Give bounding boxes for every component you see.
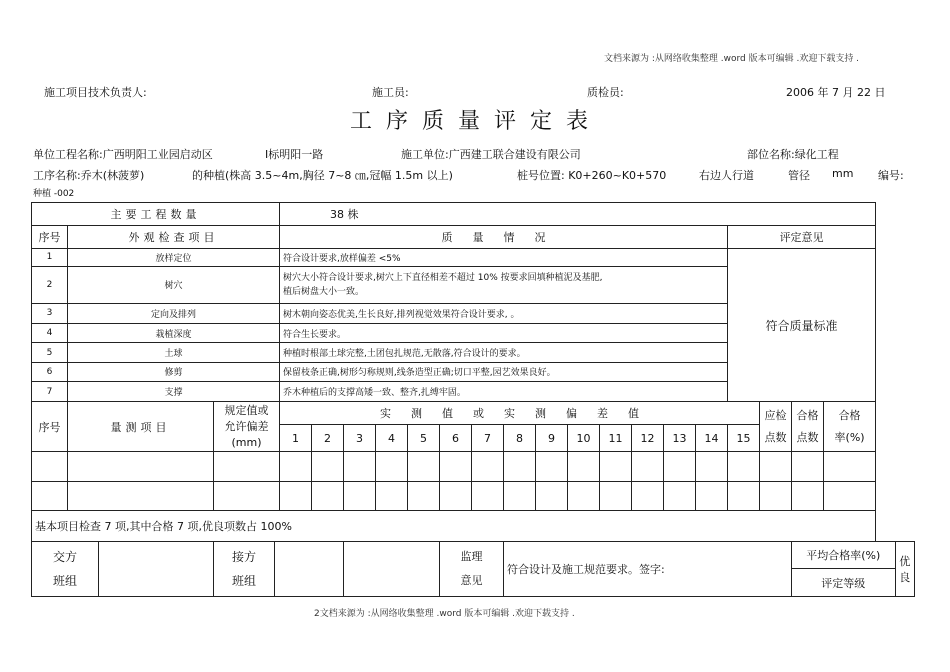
- mm-unit: mm: [832, 167, 854, 180]
- measure-col-13: 13: [664, 425, 696, 452]
- measure-no-header: 序号: [32, 402, 68, 452]
- receive-value: [275, 542, 343, 596]
- date: 2006 年 7 月 22 日: [786, 86, 886, 99]
- measure-col-7: 7: [472, 425, 504, 452]
- unit-project: 单位工程名称:广西明阳工业园启动区: [33, 148, 213, 161]
- measured-header: 实测值或实测偏差值: [280, 402, 760, 425]
- row-desc: 树木朝向姿态优美,生长良好,排列视觉效果符合设计要求, 。: [280, 303, 728, 323]
- row-no: 7: [32, 382, 68, 402]
- table-row: [32, 248, 915, 266]
- measure-row: [32, 481, 915, 511]
- col-no: 序号: [32, 226, 68, 248]
- row-desc: 种植时根部土球完整,土团包扎规范,无散落,符合设计的要求。: [280, 343, 728, 362]
- pass-rate-line2: 率(%): [834, 430, 865, 444]
- right-walk: 右边人行道: [699, 169, 754, 182]
- serial-label: 编号:: [878, 169, 904, 182]
- process-name: 工序名称:乔木(林菠萝): [33, 169, 145, 182]
- should-check-line2: 点数: [764, 430, 787, 444]
- measure-col-9: 9: [536, 425, 568, 452]
- measure-col-15: 15: [728, 425, 760, 452]
- measure-col-12: 12: [632, 425, 664, 452]
- measure-col-5: 5: [408, 425, 440, 452]
- measure-row: [32, 452, 915, 482]
- pipe-diameter-label: 管径: [788, 169, 810, 182]
- row-desc-line2: 植后树盘大小一致。: [283, 286, 365, 297]
- worker-label: 施工员:: [372, 86, 409, 99]
- row-item: 栽植深度: [68, 324, 280, 343]
- measure-col-1: 1: [280, 425, 312, 452]
- avg-rate-label: 平均合格率(%): [792, 541, 896, 568]
- measure-col-10: 10: [568, 425, 600, 452]
- row-no: 1: [32, 248, 68, 266]
- measure-col-4: 4: [376, 425, 408, 452]
- process-detail: 的种植(株高 3.5~4m,胸径 7~8 ㎝,冠幅 1.5m 以上): [192, 169, 453, 182]
- row-no: 3: [32, 303, 68, 323]
- tech-lead-label: 施工项目技术负责人:: [44, 86, 147, 99]
- row-desc-line1: 树穴大小符合设计要求,树穴上下直径相差不超过 10% 按要求回填种植泥及基肥,: [283, 272, 603, 283]
- row-no: 4: [32, 324, 68, 343]
- row-desc: [280, 267, 728, 304]
- row-item: 定向及排列: [68, 303, 280, 323]
- main-qty-label: 主要工程数量: [32, 203, 280, 226]
- stake-position: 桩号位置: K0+260~K0+570: [517, 169, 667, 182]
- measure-col-14: 14: [696, 425, 728, 452]
- watermark-top: 文档来源为 :从网络收集整理 .word 版本可编辑 .欢迎下载支持 .: [604, 54, 860, 64]
- supervise-label: [440, 541, 504, 596]
- watermark-bottom: 2文档来源为 :从网络收集整理 .word 版本可编辑 .欢迎下载支持 .: [314, 609, 575, 619]
- pass-rate-header: [824, 402, 876, 452]
- supervise-line1: 监理: [460, 549, 483, 563]
- row-item: 放样定位: [68, 248, 280, 266]
- row-item: 土球: [68, 343, 280, 362]
- row-no: 2: [32, 267, 68, 304]
- inspector-label: 质检员:: [587, 86, 624, 99]
- allowance-line2: 允许偏差: [224, 419, 269, 433]
- should-check-line1: 应检: [764, 408, 787, 422]
- receive-line1: 接方: [231, 549, 256, 564]
- pass-points-line2: 点数: [796, 430, 819, 444]
- should-check-header: [760, 402, 792, 452]
- measure-item-header: 量测项目: [68, 402, 214, 452]
- pass-points-line1: 合格: [796, 408, 819, 422]
- handover-line1: 交方: [52, 549, 77, 564]
- col-quality: 质量情况: [280, 226, 728, 248]
- handover-value: [99, 542, 213, 596]
- col-appearance: 外观检查项目: [68, 226, 280, 248]
- handover-line2: 班组: [52, 573, 77, 588]
- main-qty-value: 38 株: [280, 203, 876, 226]
- section: Ⅰ标明阳一路: [265, 148, 324, 161]
- measure-col-11: 11: [600, 425, 632, 452]
- page-title: 工序质量评定表: [350, 109, 603, 134]
- measure-col-6: 6: [440, 425, 472, 452]
- part-name: 部位名称:绿化工程: [747, 148, 839, 161]
- allowance-line3: (mm): [231, 435, 262, 449]
- pass-rate-line1: 合格: [838, 408, 861, 422]
- construction-unit: 施工单位:广西建工联合建设有限公司: [401, 148, 581, 161]
- row-item: 支撑: [68, 382, 280, 402]
- row-desc: 乔木种植后的支撑高矮一致、整齐,扎缚牢固。: [280, 382, 728, 402]
- allowance-line1: 规定值或: [224, 403, 269, 417]
- row-desc: 符合设计要求,放样偏差 <5%: [280, 248, 728, 266]
- supervise-line2: 意见: [460, 573, 483, 587]
- row-desc: 符合生长要求。: [280, 324, 728, 343]
- row-item: 修剪: [68, 362, 280, 381]
- row-no: 6: [32, 362, 68, 381]
- serial-value: 种植 -002: [33, 189, 75, 199]
- quality-table: [31, 202, 915, 597]
- allowance-header: [214, 402, 280, 452]
- summary-row: 基本项目检查 7 项,其中合格 7 项,优良项数占 100%: [32, 511, 876, 542]
- measure-col-2: 2: [312, 425, 344, 452]
- grade-value: 优良: [895, 541, 914, 596]
- handover-label: [32, 542, 99, 596]
- measure-col-3: 3: [344, 425, 376, 452]
- receive-cell: [214, 541, 344, 596]
- supervise-text: 符合设计及施工规范要求。签字:: [504, 541, 792, 596]
- row-desc: 保留枝条正确,树形匀称规则,线条造型正确;切口平整,园艺效果良好。: [280, 362, 728, 381]
- grade-label: 评定等级: [792, 569, 896, 597]
- handover-cell: [32, 541, 214, 596]
- receive-extra-cell: [344, 541, 440, 596]
- receive-line2: 班组: [231, 573, 256, 588]
- row-item: 树穴: [68, 267, 280, 304]
- measure-col-8: 8: [504, 425, 536, 452]
- receive-label: [214, 542, 275, 596]
- col-opinion: 评定意见: [728, 226, 876, 248]
- opinion-value: 符合质量标准: [728, 248, 876, 402]
- pass-points-header: [792, 402, 824, 452]
- row-no: 5: [32, 343, 68, 362]
